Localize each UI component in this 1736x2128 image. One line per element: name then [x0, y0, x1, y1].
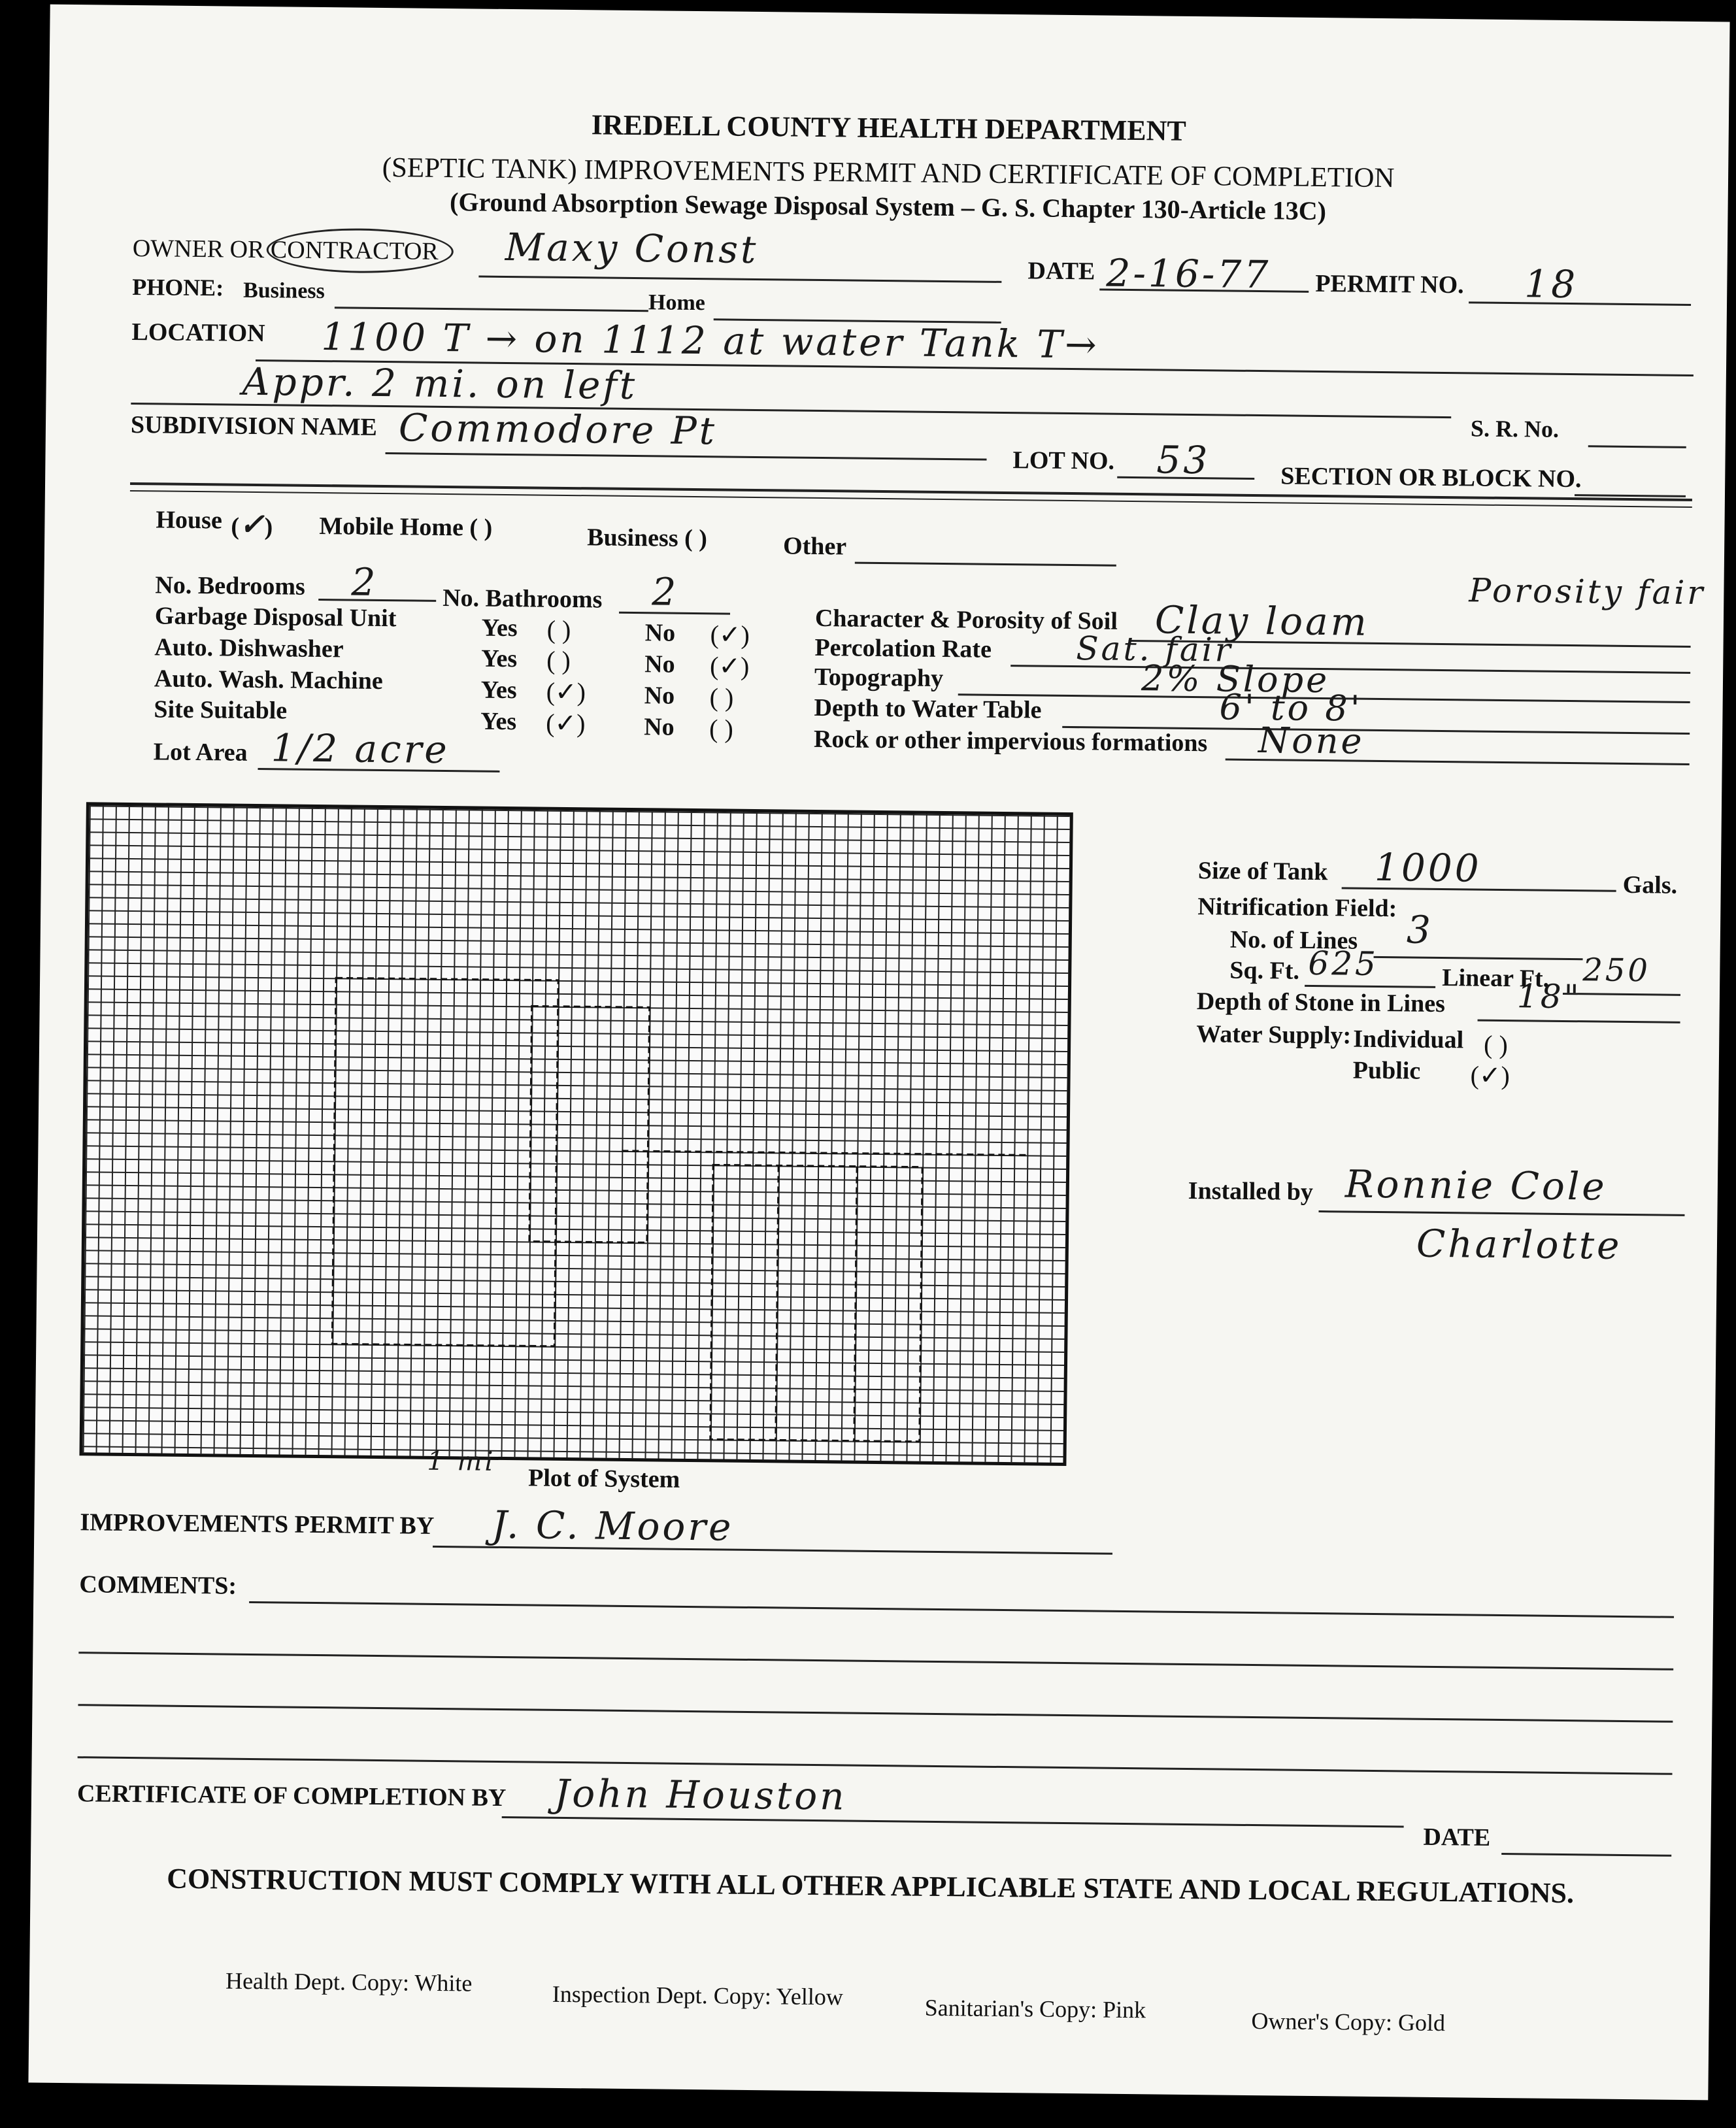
gallons-label: Gals.: [1622, 871, 1678, 899]
business-phone-line: [335, 307, 648, 312]
comments-line-2[interactable]: [78, 1652, 1673, 1671]
section-block-label: SECTION OR BLOCK NO.: [1280, 462, 1582, 493]
comments-line-3[interactable]: [78, 1704, 1673, 1723]
site-suitable-no-label: No: [643, 713, 675, 741]
contractor-circle: [266, 227, 454, 274]
subdivision-value[interactable]: Commodore Pt: [398, 405, 718, 454]
permit-no-value[interactable]: 18: [1524, 261, 1578, 307]
public-checkbox[interactable]: (✓): [1470, 1060, 1511, 1091]
owner-line: [478, 276, 1001, 283]
bedrooms-value[interactable]: 2: [351, 559, 378, 605]
plot-note: 1 mi: [427, 1446, 496, 1477]
subdivision-line: [386, 452, 987, 461]
lines-count-line: [1374, 956, 1583, 960]
sketch-line: [622, 1151, 1027, 1155]
phone-label: PHONE:: [131, 273, 224, 301]
site-suitable-yes-checkbox[interactable]: (✓): [546, 708, 586, 739]
subdivision-label: SUBDIVISION NAME: [130, 410, 378, 441]
tank-outline: [529, 1006, 650, 1242]
site-suitable-yes-label: Yes: [480, 707, 517, 736]
bathrooms-label: No. Bathrooms: [442, 584, 603, 614]
dishwasher-yes-checkbox[interactable]: ( ): [546, 645, 571, 676]
water-table-label: Depth to Water Table: [814, 693, 1042, 724]
copy-owner: Owner's Copy: Gold: [1251, 2008, 1446, 2037]
permit-form-sheet: [28, 5, 1729, 2101]
lines-count-label: No. of Lines: [1229, 925, 1358, 955]
wash-machine-no-checkbox[interactable]: ( ): [709, 682, 734, 712]
lot-area-value[interactable]: 1/2 acre: [271, 725, 450, 773]
other-label: Other: [782, 532, 847, 561]
sq-ft-label: Sq. Ft.: [1229, 956, 1300, 985]
sr-no-label: S. R. No.: [1470, 415, 1560, 442]
copy-sanitarian: Sanitarian's Copy: Pink: [924, 1994, 1146, 2023]
copy-inspection-dept: Inspection Dept. Copy: Yellow: [552, 1980, 844, 2010]
percolation-label: Percolation Rate: [814, 633, 992, 663]
garbage-disposal-label: Garbage Disposal Unit: [154, 602, 397, 633]
permit-no-label: PERMIT NO.: [1315, 269, 1464, 299]
percolation-value[interactable]: Sat. fair: [1076, 629, 1233, 669]
improvements-permit-label: IMPROVEMENTS PERMIT BY: [80, 1508, 435, 1540]
linear-ft-value[interactable]: 250: [1582, 952, 1651, 989]
comments-line-4[interactable]: [78, 1756, 1673, 1775]
phone-home-label: Home: [648, 290, 706, 316]
public-label: Public: [1352, 1056, 1421, 1085]
lot-no-value[interactable]: 53: [1156, 437, 1210, 483]
individual-label: Individual: [1353, 1025, 1464, 1054]
lines-count-value[interactable]: 3: [1406, 907, 1434, 952]
lot-area-label: Lot Area: [153, 738, 248, 767]
individual-checkbox[interactable]: ( ): [1483, 1029, 1509, 1060]
improvements-permit-value[interactable]: J. C. Moore: [492, 1502, 734, 1550]
linear-ft-label: Linear Ft.: [1442, 964, 1550, 993]
form-subtitle: (Ground Absorption Sewage Disposal System – G. S. Chapter 130-Article 13C): [449, 187, 1327, 226]
certificate-label: CERTIFICATE OF COMPLETION BY: [76, 1780, 507, 1812]
copy-health-dept: Health Dept. Copy: White: [225, 1967, 473, 1997]
installed-by-line: [1318, 1210, 1684, 1216]
owner-value[interactable]: Maxy Const: [505, 224, 759, 272]
certificate-date-line[interactable]: [1501, 1853, 1671, 1857]
sr-no-line: [1588, 445, 1686, 448]
installed-by-city[interactable]: Charlotte: [1416, 1221, 1622, 1268]
wash-machine-yes-label: Yes: [480, 676, 517, 705]
house-check-mark: ✓: [239, 506, 265, 542]
dishwasher-no-label: No: [644, 650, 675, 678]
house-footprint: [332, 978, 558, 1346]
permit-line: [1469, 301, 1691, 306]
location-label: LOCATION: [131, 318, 265, 348]
garbage-disposal-no-checkbox[interactable]: (✓): [710, 620, 750, 650]
rock-formations-label: Rock or other impervious formations: [813, 725, 1208, 757]
date-value[interactable]: 2-16-77: [1106, 250, 1271, 297]
soil-character-label: Character & Porosity of Soil: [814, 604, 1118, 635]
bathrooms-value[interactable]: 2: [652, 569, 679, 614]
department-heading: IREDELL COUNTY HEALTH DEPARTMENT: [591, 108, 1187, 147]
other-line: [855, 562, 1116, 567]
nitrification-field-label: Nitrification Field:: [1197, 893, 1397, 923]
dishwasher-yes-label: Yes: [481, 644, 518, 673]
location-value-2[interactable]: Appr. 2 mi. on left: [242, 359, 638, 408]
site-suitable-label: Site Suitable: [154, 695, 288, 725]
site-suitable-no-checkbox[interactable]: ( ): [709, 714, 734, 744]
tank-size-label: Size of Tank: [1197, 857, 1328, 886]
plot-sketch: [83, 805, 1070, 1463]
lot-no-label: LOT NO.: [1012, 446, 1115, 475]
porosity-note[interactable]: Porosity fair: [1469, 571, 1706, 612]
garbage-disposal-yes-checkbox[interactable]: ( ): [546, 614, 571, 645]
dishwasher-label: Auto. Dishwasher: [154, 633, 344, 663]
certificate-value[interactable]: John Houston: [554, 1771, 847, 1819]
rock-formations-value[interactable]: None: [1258, 720, 1365, 762]
water-table-value[interactable]: 6' to 8': [1219, 686, 1363, 729]
comments-label: COMMENTS:: [79, 1571, 237, 1600]
garbage-disposal-yes-label: Yes: [481, 614, 518, 642]
house-label: House: [156, 506, 223, 535]
installed-by-value[interactable]: Ronnie Cole: [1344, 1161, 1608, 1209]
business-option[interactable]: Business ( ): [587, 524, 708, 553]
plot-of-system-grid[interactable]: [79, 802, 1073, 1466]
topography-value[interactable]: 2% Slope: [1141, 657, 1330, 701]
mobile-home-option[interactable]: Mobile Home ( ): [319, 512, 493, 542]
topography-label: Topography: [814, 663, 944, 692]
certificate-line: [502, 1816, 1404, 1827]
certificate-date-label: DATE: [1423, 1823, 1491, 1852]
stone-depth-line: [1478, 1020, 1680, 1023]
water-supply-label: Water Supply:: [1196, 1020, 1352, 1050]
tank-size-value[interactable]: 1000: [1374, 844, 1482, 891]
drain-field-outline: [710, 1165, 922, 1441]
sq-ft-value[interactable]: 625: [1308, 944, 1379, 983]
stone-depth-value[interactable]: 18": [1516, 977, 1582, 1016]
section-block-line: [1575, 494, 1686, 497]
bedrooms-label: No. Bedrooms: [155, 571, 306, 601]
soil-character-value[interactable]: Clay loam: [1154, 597, 1370, 644]
form-title: (SEPTIC TANK) IMPROVEMENTS PERMIT AND CERTIFICATE OF COMPLETION: [382, 152, 1395, 194]
phone-business-label: Business: [242, 278, 326, 304]
installed-by-label: Installed by: [1188, 1176, 1314, 1206]
drain-line: [776, 1165, 778, 1440]
stone-depth-label: Depth of Stone in Lines: [1196, 988, 1446, 1018]
garbage-disposal-no-label: No: [644, 619, 676, 647]
wash-machine-label: Auto. Wash. Machine: [154, 665, 383, 695]
plot-of-system-caption: Plot of System: [527, 1464, 680, 1493]
wash-machine-no-label: No: [644, 682, 675, 710]
wash-machine-yes-checkbox[interactable]: (✓): [546, 676, 586, 707]
location-value-1[interactable]: 1100 T → on 1112 at water Tank T→: [321, 314, 1099, 367]
dishwasher-no-checkbox[interactable]: (✓): [709, 651, 750, 681]
owner-label: OWNER OR CONTRACTOR: [132, 234, 439, 265]
date-label: DATE: [1027, 257, 1095, 286]
comments-line-1[interactable]: [249, 1601, 1674, 1618]
compliance-notice: CONSTRUCTION MUST COMPLY WITH ALL OTHER APPLICABLE STATE AND LOCAL REGULATIONS.: [167, 1862, 1575, 1910]
house-checkbox[interactable]: (✓): [231, 506, 273, 542]
drain-line: [854, 1167, 857, 1441]
